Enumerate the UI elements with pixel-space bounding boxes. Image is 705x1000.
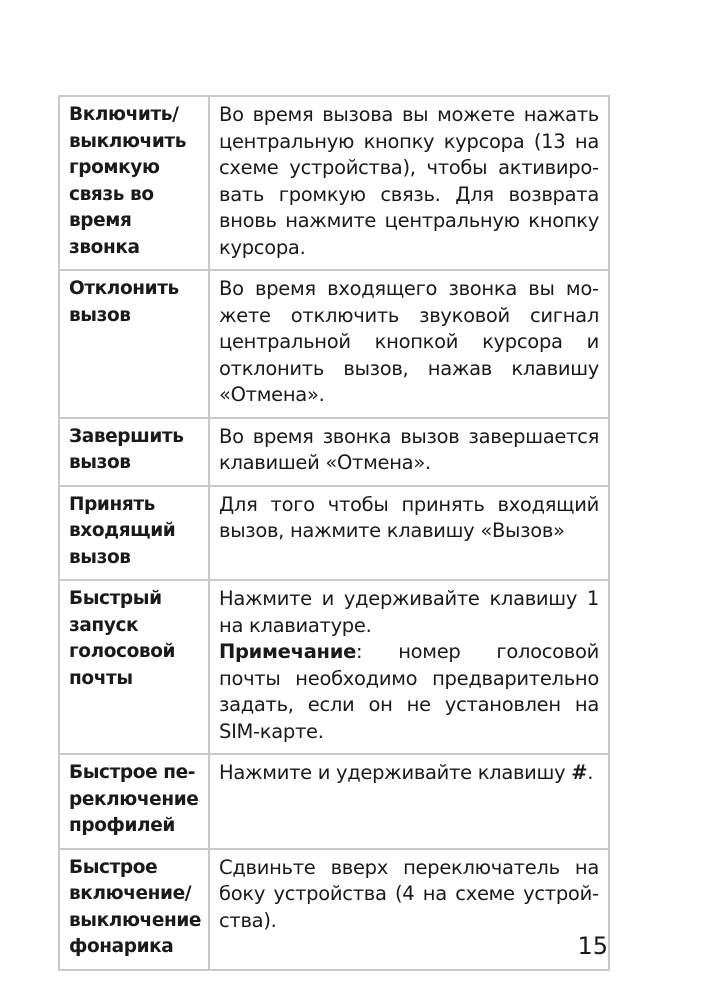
row-description: Во время звонка вызов завершается клавишей «Отмена». xyxy=(209,418,609,486)
row-description: Сдвиньте вверх переключатель на боку устройства (4 на схеме устройства). xyxy=(209,849,609,970)
table-row xyxy=(59,754,609,849)
table-row xyxy=(59,270,609,418)
table-row xyxy=(59,486,609,581)
row-term: Быстрый запуск голосовой почты xyxy=(59,580,209,754)
table-row xyxy=(59,580,609,754)
row-note xyxy=(219,639,599,745)
row-description-end: . xyxy=(587,761,594,784)
note-text: : номер голосовой почты необходимо предварительно задать, если он не установлен на SIM-карте. xyxy=(219,640,599,743)
note-label: Примечание xyxy=(219,640,357,663)
row-description xyxy=(209,580,609,754)
row-description-text: Нажмите и удерживайте клавишу 1 на клавиатуре. xyxy=(219,587,599,637)
row-term: Отклонить вызов xyxy=(59,270,209,418)
row-description: Во время вызова вы можете нажать центральную кнопку курсора (13 на схеме устройства), чтобы активировать громкую связь. Для возврата вновь нажмите центральную кнопку курсора. xyxy=(209,96,609,270)
row-description-text: Нажмите и удерживайте клавишу xyxy=(219,761,572,784)
feature-table xyxy=(58,95,610,971)
row-term: Завершить вызов xyxy=(59,418,209,486)
row-description: Для того чтобы принять входящий вызов, нажмите клавишу «Вызов» xyxy=(209,486,609,581)
page-number: 15 xyxy=(577,932,608,960)
table-row xyxy=(59,96,609,270)
table-row xyxy=(59,849,609,970)
row-description xyxy=(209,754,609,849)
row-term: Включить/ выключить громкую связь во время звонка xyxy=(59,96,209,270)
row-term: Быстрое переключение профилей xyxy=(59,754,209,849)
row-term: Принять входящий вызов xyxy=(59,486,209,581)
row-term: Быстрое включение/ выключение фонарика xyxy=(59,849,209,970)
row-description: Во время входящего звонка вы можете отключить звуковой сигнал центральной кнопкой курсора и отклонить вызов, нажав клавишу «Отмена». xyxy=(209,270,609,418)
table-row xyxy=(59,418,609,486)
hash-key: # xyxy=(571,761,588,784)
